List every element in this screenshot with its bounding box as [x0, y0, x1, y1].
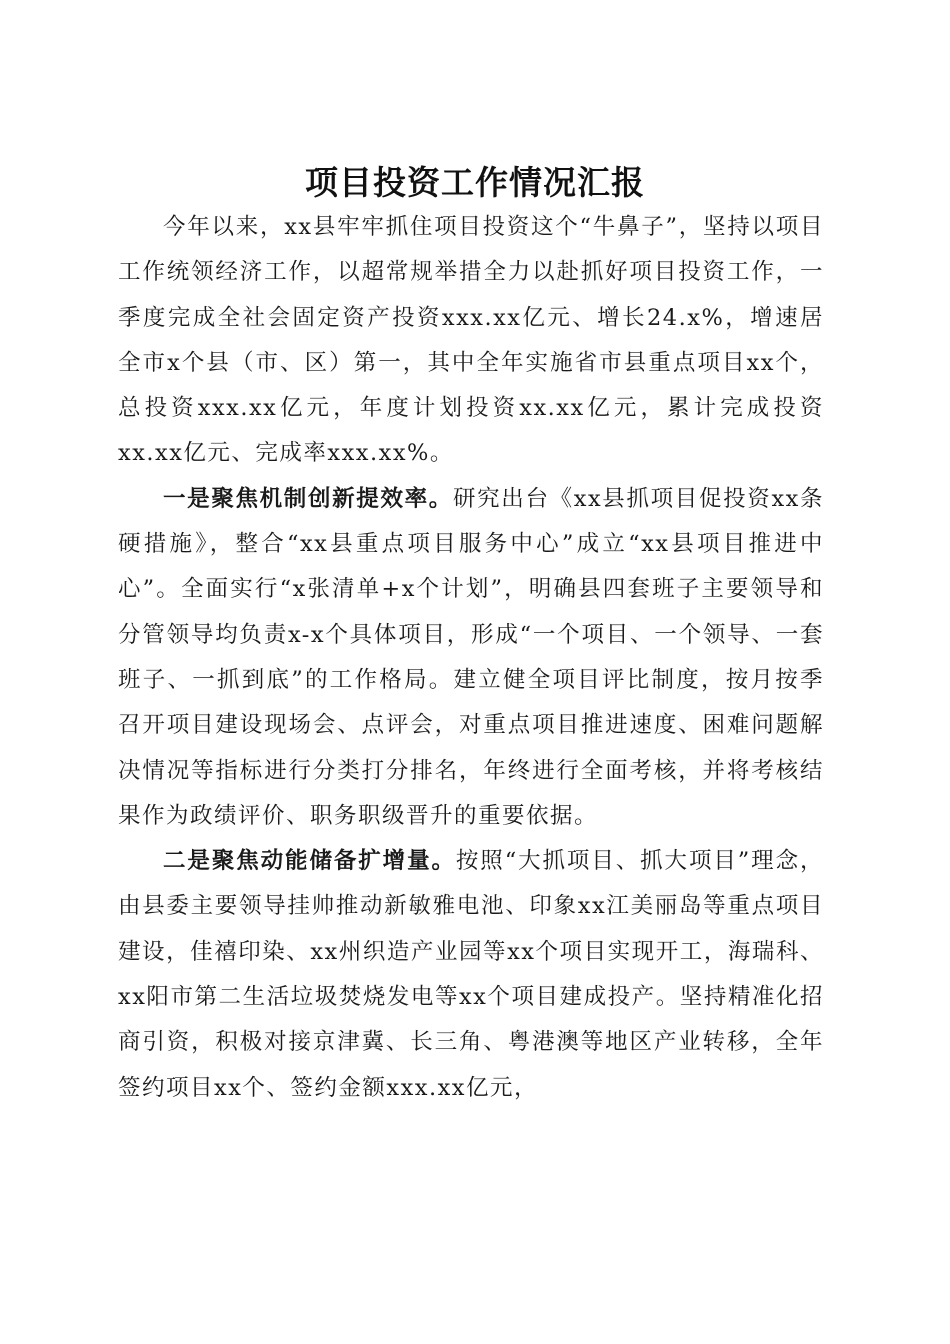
paragraph-intro — [118, 205, 824, 477]
paragraph-text: 研究出台《xx县抓项目促投资xx条硬措施》，整合“xx县重点项目服务中心”成立“xx县项目推进中心”。全面实行“x张清单+x个计划”，明确县四套班子主要领导和分管领导均负责x-x个具体项目，形成“一个项目、一个领导、一套班子、一抓到底”的工作格局。建立健全项目评比制度，按月按季召开项目建设现场会、点评会，对重点项目推进速度、困难问题解决情况等指标进行分类打分排名，年终进行全面考核，并将考核结果作为政绩评价、职务职级晋升的重要依据。 — [118, 485, 824, 829]
paragraph-lead: 二是聚焦动能储备扩增量。 — [163, 848, 456, 875]
paragraph-lead: 一是聚焦机制创新提效率。 — [163, 485, 453, 512]
paragraph-text: 按照“大抓项目、抓大项目”理念，由县委主要领导挂帅推动新敏雅电池、印象xx江美丽岛等重点项目建设，佳禧印染、xx州织造产业园等xx个项目实现开工，海瑞科、xx阳市第二生活垃圾焚烧发电等xx个项目建成投产。坚持精准化招商引资，积极对接京津冀、长三角、粤港澳等地区产业转移，全年签约项目xx个、签约金额xxx.xx亿元， — [118, 848, 824, 1101]
paragraph-mechanism-innovation — [118, 477, 824, 839]
paragraph-text: 今年以来，xx县牢牢抓住项目投资这个“牛鼻子”，坚持以项目工作统领经济工作，以超常规举措全力以赴抓好项目投资工作，一季度完成全社会固定资产投资xxx.xx亿元、增长24.x%，增速居全市x个县（市、区）第一，其中全年实施省市县重点项目xx个，总投资xxx.xx亿元，年度计划投资xx.xx亿元，累计完成投资xx.xx亿元、完成率xxx.xx%。 — [118, 214, 824, 467]
document-title: 项目投资工作情况汇报 — [305, 163, 645, 203]
document-body — [118, 205, 824, 1111]
paragraph-momentum-reserve — [118, 839, 824, 1111]
